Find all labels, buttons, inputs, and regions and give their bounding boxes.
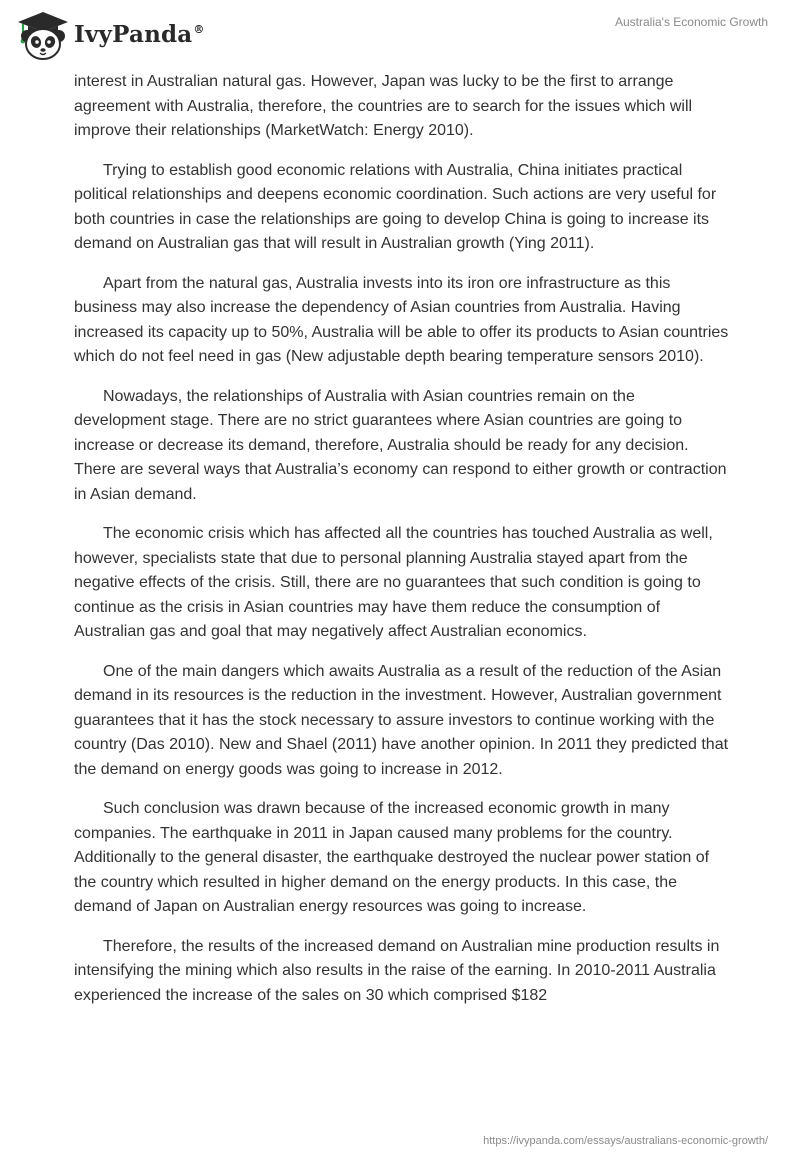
source-url[interactable]: https://ivypanda.com/essays/australians-economic-growth/ <box>483 1135 768 1147</box>
paragraph: Nowadays, the relationships of Australia with Asian countries remain on the development stage. There are no strict guarantees where Asian countries are going to increase or decrease its demand, therefore, Australia should be ready for any decision. There are several ways that Australia’s economy can respond to either growth or contraction in Asian demand. <box>74 387 727 503</box>
panda-graduate-icon <box>14 6 72 62</box>
paragraph: Trying to establish good economic relations with Australia, China initiates practical political relationships and deepens economic coordination. Such actions are very useful for both countries in case the relationships are going to develop China is going to increase its demand on Australian gas that will result in Australian growth (Ying 2011). <box>74 161 717 252</box>
paragraph: Therefore, the results of the increased demand on Australian mine production results in intensifying the mining which also results in the raise of the earning. In 2010-2011 Australia experienced the increase of the sales on 30 which comprised $182 <box>74 937 720 1004</box>
paragraph: Such conclusion was drawn because of the increased economic growth in many companies. The earthquake in 2011 in Japan caused many problems for the country. Additionally to the general disaster, the earthquake destroyed the nuclear power station of the country which resulted in higher demand on the energy products. In this case, the demand of Japan on Australian energy resources was going to increase. <box>74 800 710 915</box>
paragraph: interest in Australian natural gas. However, Japan was lucky to be the first to arrange agreement with Australia, therefore, the countries are to search for the issues which will improve their relationships (MarketWatch: Energy 2010). <box>74 73 693 139</box>
paragraph: Apart from the natural gas, Australia invests into its iron ore infrastructure as this business may also increase the dependency of Asian countries from Australia. Having increased its capacity up to 50%, Australia will be able to offer its products to Asian countries which do not feel need in gas (New adjustable depth bearing temperature sensors 2010). <box>74 274 729 365</box>
paragraph: One of the main dangers which awaits Australia as a result of the reduction of the Asian demand in its resources is the reduction in the investment. However, Australian government guarantees that it has the stock necessary to assure investors to continue working with the country (Das 2010). New and Shael (2011) have another opinion. In 2011 they predicted that the demand on energy goods was going to increase in 2012. <box>74 662 729 778</box>
paragraph: The economic crisis which has affected all the countries has touched Australia as well, however, specialists state that due to personal planning Australia stayed apart from the negative effects of the crisis. Still, there are no guarantees that such condition is going to continue as the crisis in Asian countries may have them reduce the consumption of Australian gas and goal that may negatively affect Australian economics. <box>74 525 713 640</box>
brand-logo[interactable] <box>14 6 205 62</box>
brand-name: IvyPanda® <box>74 20 205 48</box>
essay-body <box>74 70 730 1023</box>
page-header <box>0 0 800 68</box>
document-title: Australia's Economic Growth <box>614 15 768 29</box>
